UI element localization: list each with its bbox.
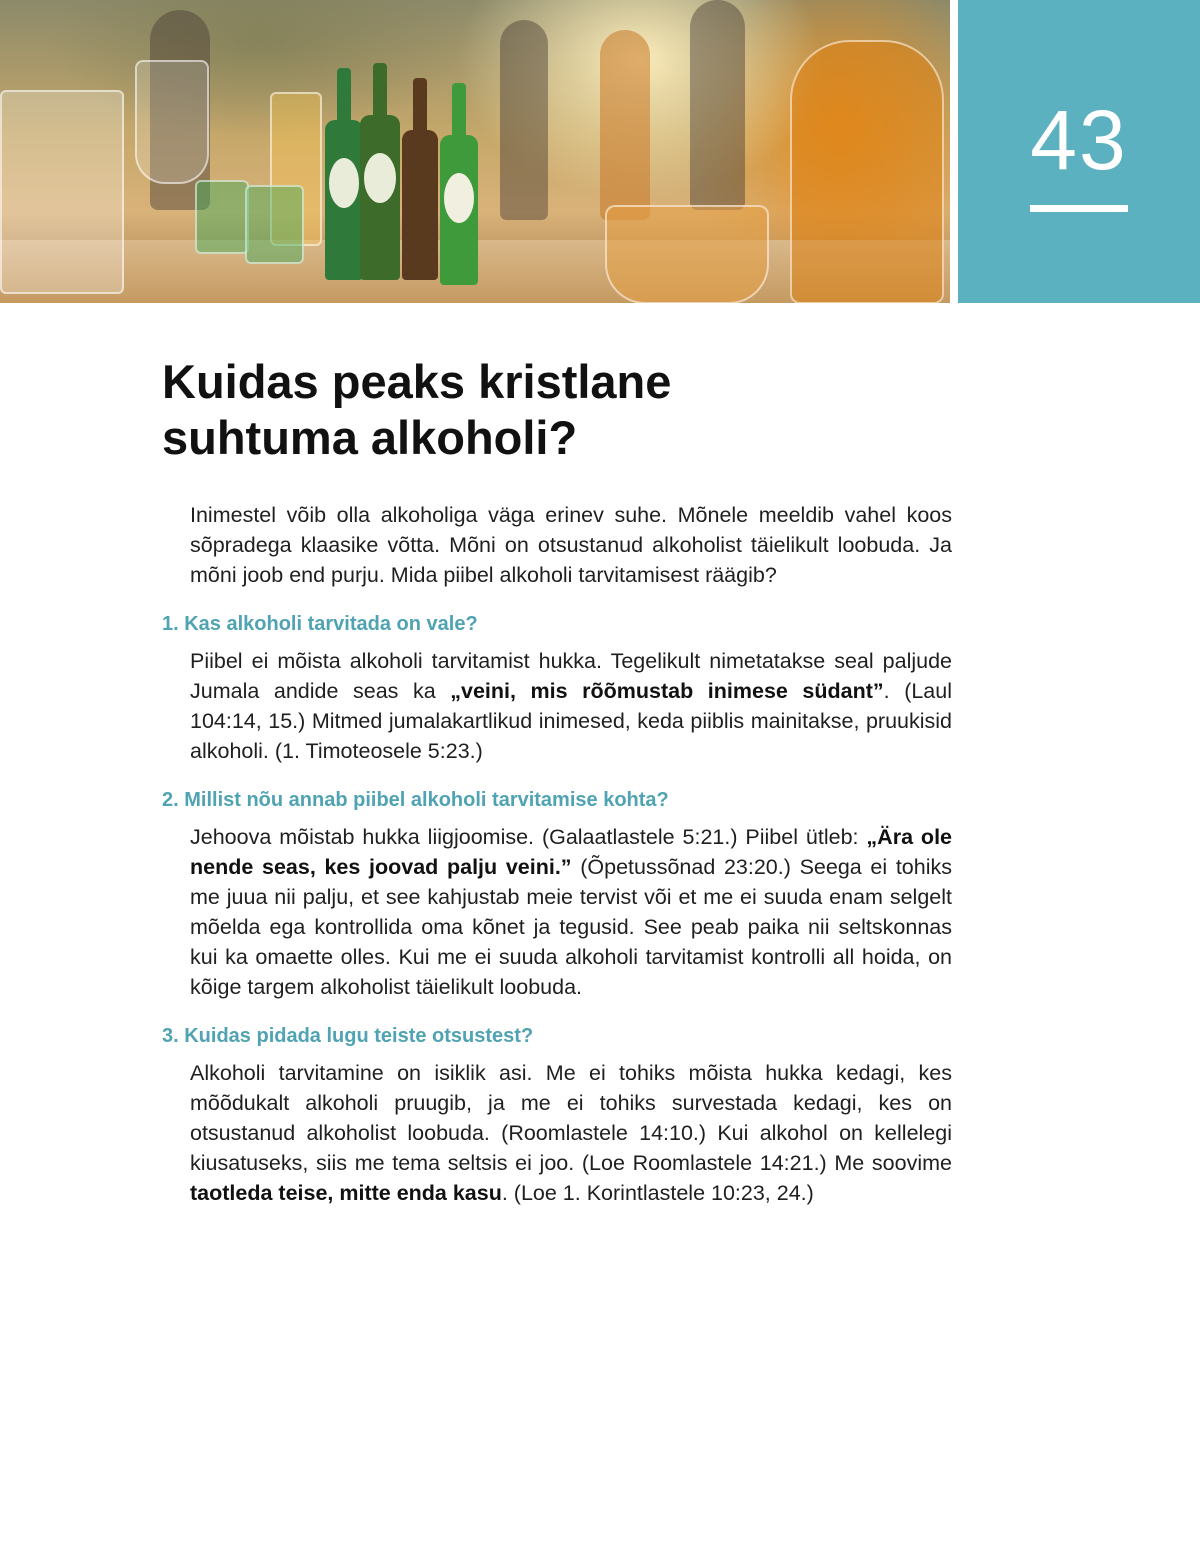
section-heading: 2. Millist nõu annab piibel alkoholi tarvitamise kohta? bbox=[162, 789, 669, 811]
beer-bottle bbox=[440, 135, 478, 285]
text-segment: Alkoholi tarvitamine on isiklik asi. Me ei tohiks mõista hukka kedagi, kes mõõdukalt alkoholi pruugib, ja me ei tohiks survestada kedagi, kes on otsustanud alkoholist loobuda. (Roomlastele 14:10.) Kui alkohol on kellelegi kiusatuseks, siis me tema seltsis ei joo. (Loe Roomlastele 14:21.) Me soovime bbox=[190, 1061, 952, 1175]
section-2 bbox=[162, 786, 952, 1002]
section-paragraph bbox=[190, 822, 952, 1002]
section-paragraph bbox=[190, 646, 952, 766]
green-glass bbox=[245, 185, 304, 264]
page-title bbox=[162, 354, 962, 466]
person-silhouette bbox=[690, 0, 745, 210]
chapter-number: 43 bbox=[1030, 93, 1128, 187]
amber-bottle bbox=[790, 40, 944, 303]
text-segment: Piibel ei mõista alkoholi tarvitamist hukka. Tegelikult nimetatakse seal paljude Jumala andide seas ka bbox=[190, 649, 952, 703]
main-content bbox=[162, 500, 952, 1208]
chapter-number-block bbox=[958, 0, 1200, 303]
text-segment: . (Loe 1. Korintlastele 10:23, 24.) bbox=[501, 1181, 814, 1205]
bold-phrase: taotleda teise, mitte enda kasu bbox=[190, 1181, 502, 1205]
green-glass bbox=[195, 180, 249, 254]
carafe bbox=[0, 90, 124, 294]
chapter-number-underline bbox=[1030, 205, 1128, 212]
text-segment: Jehoova mõistab hukka liigjoomise. (Galaatlastele 5:21.) Piibel ütleb: bbox=[190, 825, 867, 849]
bold-quote: „Ära ole nende seas, kes joovad palju veini.” bbox=[190, 825, 953, 879]
title-line-2: suhtuma alkoholi? bbox=[162, 411, 578, 464]
wine-glass bbox=[135, 60, 209, 184]
hero-photo bbox=[0, 0, 950, 303]
beer-bottle bbox=[360, 115, 400, 280]
text-segment: . (Laul 104:14, 15.) Mitmed jumalakartlikud inimesed, keda piiblis mainitakse, pruukisid alkoholi. (1. Timoteosele 5:23.) bbox=[190, 679, 952, 763]
section-heading: 1. Kas alkoholi tarvitada on vale? bbox=[162, 613, 478, 635]
section-1 bbox=[162, 610, 952, 766]
person-silhouette bbox=[600, 30, 650, 220]
beer-bottle bbox=[325, 120, 363, 280]
title-line-1: Kuidas peaks kristlane bbox=[162, 355, 672, 408]
person-silhouette bbox=[500, 20, 548, 220]
text-segment: (Õpetussõnad 23:20.) Seega ei tohiks me juua nii palju, et see kahjustab meie tervist või et me ei suuda enam selgelt mõelda ega kontrollida oma kõnet ja tegusid. See peab paika nii seltskonnas kui ka omaette olles. Kui me ei suuda alkoholi tarvitamist kontrolli all hoida, on kõige targem alkoholist täielikult loobuda. bbox=[190, 855, 952, 999]
beer-glass bbox=[605, 205, 769, 303]
bold-quote: „veini, mis rõõmustab inimese südant” bbox=[450, 679, 884, 703]
beer-bottle bbox=[402, 130, 438, 280]
section-3 bbox=[162, 1022, 952, 1208]
section-heading: 3. Kuidas pidada lugu teiste otsustest? bbox=[162, 1025, 534, 1047]
intro-paragraph: Inimestel võib olla alkoholiga väga erinev suhe. Mõnele meeldib vahel koos sõpradega klaasike võtta. Mõni on otsustanud alkoholist täielikult loobuda. Ja mõni joob end purju. Mida piibel alkoholi tarvitamisest räägib? bbox=[190, 503, 952, 587]
section-paragraph bbox=[190, 1058, 952, 1208]
